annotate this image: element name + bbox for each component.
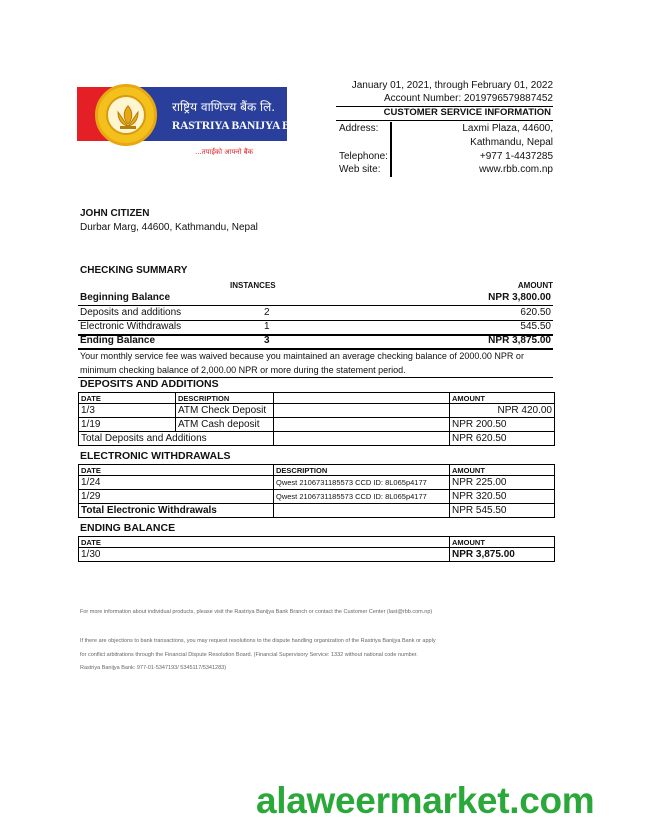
summary-instances: 3	[264, 335, 270, 346]
service-fee-note: Your monthly service fee was waived because you maintained an average checking balance of 2000.00 NPR or minimum checking balance of 2,000.00 NPR or more during the statement period.	[80, 351, 524, 375]
customer-service-title: CUSTOMER SERVICE INFORMATION	[336, 106, 553, 121]
summary-row-ending	[78, 334, 553, 348]
total-amount: NPR 620.50	[450, 432, 555, 446]
row-blank	[274, 504, 450, 518]
statement-period: January 01, 2021, through February 01, 2022	[351, 80, 553, 91]
withdrawals-section-title: ELECTRONIC WITHDRAWALS	[80, 450, 231, 462]
withdrawals-table	[78, 464, 555, 518]
watermark: alaweermarket.com	[256, 780, 595, 821]
deposits-section-title: DEPOSITS AND ADDITIONS	[80, 378, 219, 390]
summary-row-withdrawals	[78, 320, 553, 334]
customer-service-divider	[390, 122, 392, 177]
address-line-1: Laxmi Plaza, 44600,	[462, 123, 553, 134]
col-description: DESCRIPTION	[176, 393, 274, 404]
customer-name: JOHN CITIZEN	[80, 208, 150, 219]
seal-inner-disc	[106, 95, 146, 135]
summary-instances: 1	[264, 321, 270, 332]
total-row	[79, 432, 555, 446]
bank-name-nepali: राष्ट्रिय वाणिज्य बैंक लि.	[172, 100, 276, 114]
summary-label: Electronic Withdrawals	[80, 321, 182, 332]
address-line-2: Kathmandu, Nepal	[470, 137, 553, 148]
col-date: DATE	[79, 393, 176, 404]
summary-label: Beginning Balance	[80, 292, 171, 303]
website-link[interactable]: www.rbb.com.np	[479, 164, 553, 175]
row-description: ATM Cash deposit	[176, 418, 274, 432]
col-amount: AMOUNT	[450, 393, 555, 404]
total-amount: NPR 545.50	[450, 504, 555, 518]
col-date: DATE	[79, 465, 274, 476]
total-label: Total Electronic Withdrawals	[79, 504, 274, 518]
row-amount: NPR 225.00	[450, 476, 555, 490]
row-description: ATM Check Deposit	[176, 404, 274, 418]
summary-label: Ending Balance	[80, 335, 156, 346]
table-header-row	[79, 393, 555, 404]
row-description: Qwest 2106731185573 CCD ID: 8L065p4177	[274, 490, 450, 504]
table-row	[79, 490, 555, 504]
telephone-value: +977 1-4437285	[479, 151, 553, 162]
lotus-icon	[108, 97, 148, 137]
instances-header: INSTANCES	[230, 281, 276, 290]
amount-header: AMOUNT	[517, 281, 553, 290]
row-date: 1/19	[79, 418, 176, 432]
ending-balance-section-title: ENDING BALANCE	[80, 522, 176, 534]
row-date: 1/24	[79, 476, 274, 490]
row-amount: NPR 420.00	[450, 404, 555, 418]
row-blank	[274, 404, 450, 418]
deposits-table	[78, 392, 555, 446]
bank-name-english: RASTRIYA BANIJYA BANK LTD.	[172, 120, 342, 132]
total-label: Total Deposits and Additions	[79, 432, 274, 446]
row-date: 1/3	[79, 404, 176, 418]
checking-summary-title: CHECKING SUMMARY	[80, 265, 188, 276]
row-description: Qwest 2106731185573 CCD ID: 8L065p4177	[274, 476, 450, 490]
website-label: Web site:	[339, 164, 381, 175]
account-number: Account Number: 2019796579887452	[383, 93, 553, 104]
table-header-row	[79, 537, 555, 548]
col-description: DESCRIPTION	[274, 465, 450, 476]
footer-dispute-2: for conflict arbitrations through the Financial Dispute Resolution Board. (Financial Supervisory Service: 1332 without national code number.	[80, 652, 418, 658]
row-blank	[274, 418, 450, 432]
row-amount: NPR 320.50	[450, 490, 555, 504]
summary-row-beginning	[78, 291, 553, 305]
col-amount: AMOUNT	[450, 465, 555, 476]
col-date: DATE	[79, 537, 450, 548]
customer-address: Durbar Marg, 44600, Kathmandu, Nepal	[80, 222, 258, 233]
row-date: 1/29	[79, 490, 274, 504]
row-amount: NPR 3,875.00	[450, 548, 555, 562]
summary-instances: 2	[264, 307, 270, 318]
ending-balance-table	[78, 536, 555, 562]
summary-amount: 545.50	[520, 321, 551, 332]
row-blank	[274, 432, 450, 446]
col-blank	[274, 393, 450, 404]
summary-label: Deposits and additions	[80, 307, 182, 318]
row-date: 1/30	[79, 548, 450, 562]
lotus-seal-icon	[95, 84, 157, 146]
summary-amount: NPR 3,800.00	[488, 292, 551, 303]
bank-logo	[77, 84, 342, 164]
summary-row-deposits	[78, 306, 553, 320]
table-header-row	[79, 465, 555, 476]
total-row	[79, 504, 555, 518]
col-amount: AMOUNT	[450, 537, 555, 548]
address-label: Address:	[339, 123, 379, 134]
summary-amount: NPR 3,875.00	[488, 335, 551, 346]
table-row	[79, 418, 555, 432]
footer-dispute-1: If there are objections to bank transactions, you may request resolutions to the dispute handling organization of the Rastriya Banijya Bank or apply	[80, 638, 436, 644]
summary-amount: 620.50	[520, 307, 551, 318]
footer-info: For more information about individual products, please visit the Rastriya Banijya Bank Branch or contact the Customer Center (last@rbb.com.np)	[80, 609, 433, 615]
table-row	[79, 548, 555, 562]
bank-slogan: ...तपाईंको आफ्नो बैंक	[195, 148, 254, 156]
row-amount: NPR 200.50	[450, 418, 555, 432]
table-row	[79, 404, 555, 418]
table-row	[79, 476, 555, 490]
footer-contact: Rastriya Banijya Bank: 977-01-5347193/ 5345117/5341283)	[80, 665, 227, 671]
telephone-label: Telephone:	[339, 151, 388, 162]
